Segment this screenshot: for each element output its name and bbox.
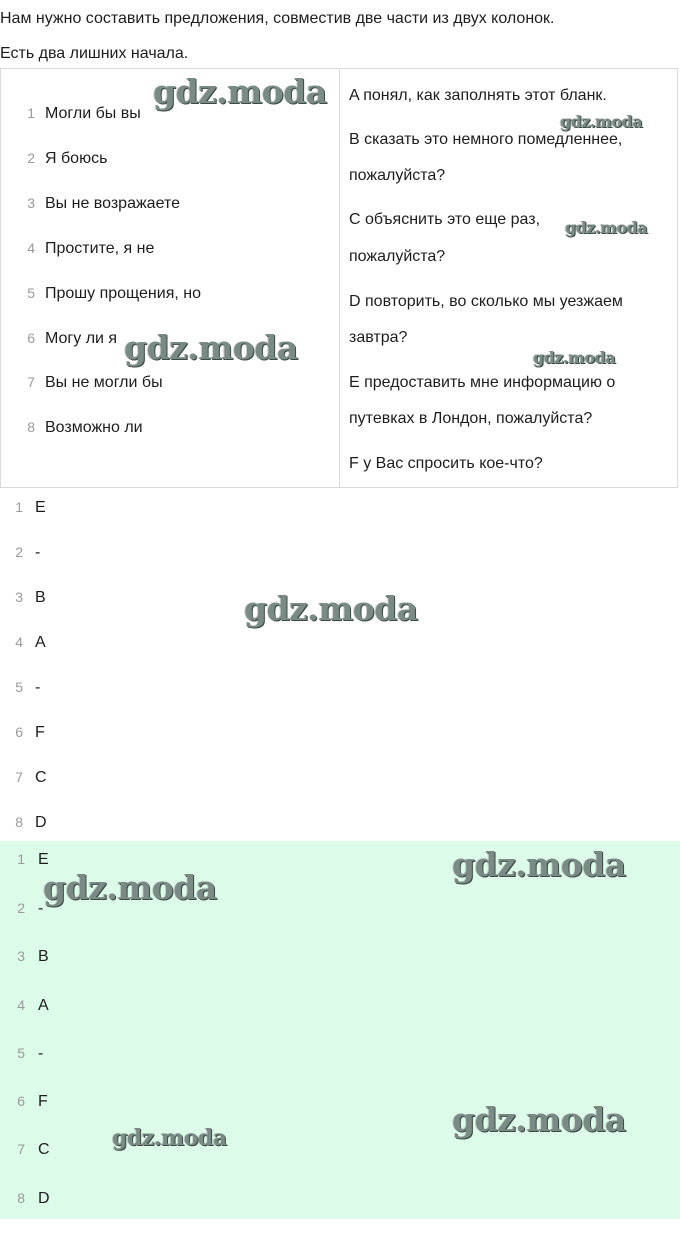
answer-item [0, 1138, 50, 1160]
item-text: Простите, я не [45, 240, 155, 257]
item-text: Прошу прощения, но [45, 285, 201, 302]
watermark-logo: gdz.moda [452, 845, 626, 884]
answer-item [0, 811, 47, 833]
answer-number: 7 [17, 1141, 25, 1157]
answer-item [0, 766, 47, 788]
left-item [1, 371, 163, 393]
answer-item [0, 1090, 48, 1112]
answer-value: E [35, 499, 46, 516]
left-item [1, 282, 201, 304]
right-item-line: B сказать это немного помедленнее, [349, 131, 623, 148]
item-text: Вы не могли бы [45, 374, 163, 391]
item-number: 3 [27, 195, 35, 211]
right-item-line: завтра? [349, 329, 408, 346]
answer-value: E [38, 851, 49, 868]
item-number: 6 [27, 330, 35, 346]
answer-item [0, 631, 46, 653]
item-text: Вы не возражаете [45, 195, 180, 212]
answer-number: 1 [17, 851, 25, 867]
left-item [1, 327, 117, 349]
answer-number: 4 [15, 634, 23, 650]
watermark-logo: gdz.moda [533, 348, 616, 367]
item-number: 4 [27, 240, 35, 256]
left-item [1, 147, 107, 169]
left-item [1, 416, 143, 438]
answer-number: 6 [15, 724, 23, 740]
answer-item [0, 1187, 50, 1209]
answer-number: 5 [15, 679, 23, 695]
answer-item [0, 541, 40, 563]
item-text: Возможно ли [45, 419, 143, 436]
item-number: 7 [27, 374, 35, 390]
answer-item [0, 676, 40, 698]
answer-number: 8 [17, 1190, 25, 1206]
answer-value: C [38, 1141, 50, 1158]
watermark-logo: gdz.moda [43, 868, 217, 907]
item-number: 2 [27, 150, 35, 166]
answer-number: 5 [17, 1045, 25, 1061]
watermark-logo: gdz.moda [112, 1125, 227, 1151]
watermark-logo: gdz.moda [565, 218, 648, 237]
column-divider [339, 69, 340, 487]
watermark-logo: gdz.moda [124, 328, 298, 367]
intro-line-2: Есть два лишних начала. [0, 45, 189, 62]
answer-item [0, 945, 49, 967]
watermark-logo: gdz.moda [244, 589, 418, 628]
answer-value: C [35, 769, 47, 786]
answer-number: 6 [17, 1093, 25, 1109]
right-item-line: F у Вас спросить кое-что? [349, 455, 543, 472]
item-number: 5 [27, 285, 35, 301]
watermark-logo: gdz.moda [560, 112, 643, 131]
answer-item [0, 1042, 43, 1064]
answer-value: - [35, 679, 41, 696]
answer-item [0, 897, 43, 919]
right-item-line: E предоставить мне информацию о [349, 374, 616, 391]
left-item [1, 192, 180, 214]
answer-value: - [38, 1045, 44, 1062]
answer-value: A [38, 997, 49, 1014]
answer-number: 2 [15, 544, 23, 560]
item-text: Могу ли я [45, 330, 118, 347]
answer-number: 2 [17, 900, 25, 916]
item-text: Я боюсь [45, 150, 108, 167]
answer-number: 3 [17, 948, 25, 964]
watermark-logo: gdz.moda [452, 1100, 626, 1139]
right-item-line: пожалуйста? [349, 248, 446, 265]
answer-item [0, 721, 45, 743]
answer-item [0, 586, 46, 608]
answer-item [0, 848, 49, 870]
answer-value: D [38, 1190, 50, 1207]
answer-number: 4 [17, 997, 25, 1013]
left-item [1, 102, 141, 124]
answer-number: 8 [15, 814, 23, 830]
right-item-line: D повторить, во сколько мы уезжаем [349, 293, 623, 310]
intro-line-1: Нам нужно составить предложения, совместив две части из двух колонок. [0, 10, 555, 27]
right-item-line: пожалуйста? [349, 167, 446, 184]
item-number: 8 [27, 419, 35, 435]
answer-value: B [38, 948, 49, 965]
answer-number: 3 [15, 589, 23, 605]
right-item-line: C объяснить это еще раз, [349, 211, 541, 228]
right-item-line: путевках в Лондон, пожалуйста? [349, 410, 593, 427]
left-item [1, 237, 154, 259]
answer-value: A [35, 634, 46, 651]
right-item-line: A понял, как заполнять этот бланк. [349, 87, 607, 104]
answer-value: D [35, 814, 47, 831]
answer-number: 7 [15, 769, 23, 785]
answer-item [0, 994, 49, 1016]
answer-value: F [35, 724, 45, 741]
answer-value: - [35, 544, 41, 561]
answer-value: B [35, 589, 46, 606]
item-number: 1 [27, 105, 35, 121]
answer-item [0, 496, 46, 518]
item-text: Могли бы вы [45, 105, 141, 122]
answer-value: F [38, 1093, 48, 1110]
answer-value: - [38, 900, 44, 917]
watermark-logo: gdz.moda [153, 72, 327, 111]
answer-number: 1 [15, 499, 23, 515]
matching-table [0, 68, 678, 488]
